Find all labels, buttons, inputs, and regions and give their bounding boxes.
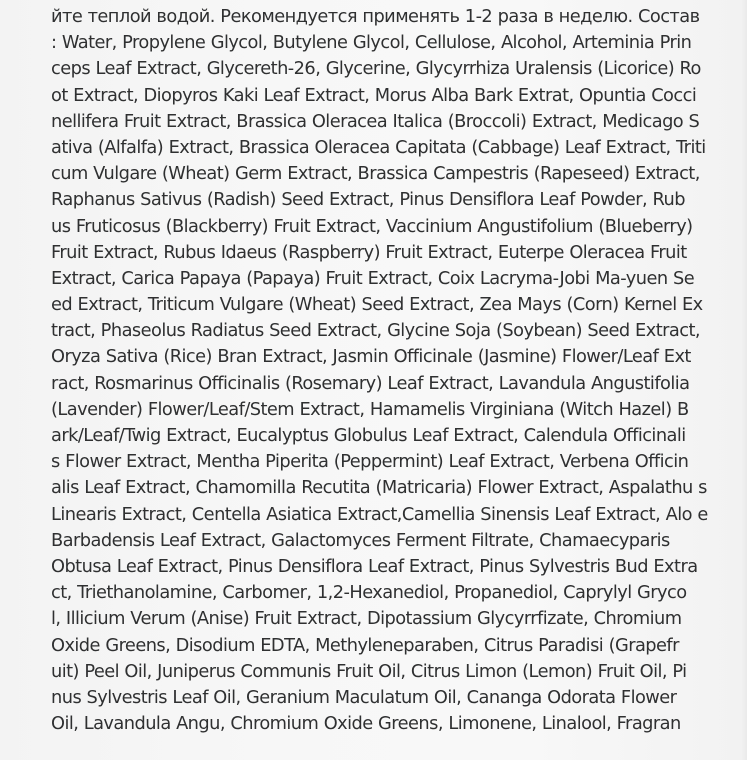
text-line: ceps Leaf Extract, Glycereth-26, Glycerine, Glycyrrhiza Uralensis (Licorice) Ro (51, 58, 701, 80)
text-line: alis Leaf Extract, Chamomilla Recutita (Matricaria) Flower Extract, Aspalathu s (51, 477, 707, 499)
text-line: ark/Leaf/Twig Extract, Eucalyptus Globulus Leaf Extract, Calendula Officinali (51, 425, 686, 446)
text-line: ract, Rosmarinus Officinalis (Rosemary) Leaf Extract, Lavandula Angustifolia (51, 372, 690, 394)
text-line: l, Illicium Verum (Anise) Fruit Extract, Dipotassium Glycyrrfizate, Chromium (51, 608, 682, 630)
text-line: ot Extract, Diopyros Kaki Leaf Extract, Morus Alba Bark Extrat, Opuntia Cocci (51, 84, 697, 106)
text-line: s Flower Extract, Mentha Piperita (Peppermint) Leaf Extract, Verbena Officin (51, 451, 689, 473)
text-line: ativa (Alfalfa) Extract, Brassica Oleracea Capitata (Cabbage) Leaf Extract, Triti (51, 136, 706, 158)
text-line: nellifera Fruit Extract, Brassica Oleracea Italica (Broccoli) Extract, Medicago S (51, 110, 700, 132)
text-line: ct, Triethanolamine, Carbomer, 1,2-Hexanediol, Propanediol, Caprylyl Gryco (51, 582, 687, 604)
text-line: ed Extract, Triticum Vulgare (Wheat) Seed Extract, Zea Mays (Corn) Kernel Ex (51, 294, 703, 316)
text-line: nus Sylvestris Leaf Oil, Geranium Maculatum Oil, Cananga Odorata Flower (51, 686, 677, 708)
text-line: Oryza Sativa (Rice) Bran Extract, Jasmin Officinale (Jasmine) Flower/Leaf Ext (51, 346, 691, 368)
text-line: йте теплой водой. Рекомендуется применять 1-2 раза в неделю. Состав (51, 6, 700, 27)
text-line: Raphanus Sativus (Radish) Seed Extract, Pinus Densiflora Leaf Powder, Rub (51, 189, 685, 211)
text-line: Oxide Greens, Disodium EDTA, Methyleneparaben, Citrus Paradisi (Grapefr (51, 634, 679, 656)
text-line: (Lavender) Flower/Leaf/Stem Extract, Hamamelis Virginiana (Witch Hazel) B (51, 398, 689, 420)
text-line: : Water, Propylene Glycol, Butylene Glycol, Cellulose, Alcohol, Arteminia Prin (51, 32, 692, 54)
text-line: Oil, Lavandula Angu, Chromium Oxide Greens, Limonene, Linalool, Fragran (51, 713, 681, 735)
text-line: Barbadensis Leaf Extract, Galactomyces Ferment Filtrate, Chamaecyparis (51, 529, 670, 551)
text-line: tract, Phaseolus Radiatus Seed Extract, Glycine Soja (Soybean) Seed Extract, (51, 320, 700, 342)
text-line: Linearis Extract, Centella Asiatica Extract,Camellia Sinensis Leaf Extract, Alo e (51, 503, 708, 525)
text-line: uit) Peel Oil, Juniperus Communis Fruit Oil, Citrus Limon (Lemon) Fruit Oil, Pi (51, 660, 687, 682)
text-line: Fruit Extract, Rubus Idaeus (Raspberry) Fruit Extract, Euterpe Oleracea Fruit (51, 241, 687, 263)
text-line: us Fruticosus (Blackberry) Fruit Extract, Vaccinium Angustifolium (Blueberry) (51, 215, 693, 237)
text-line: cum Vulgare (Wheat) Germ Extract, Brassica Campestris (Rapeseed) Extract, (51, 163, 700, 185)
text-line: Extract, Carica Papaya (Papaya) Fruit Extract, Coix Lacryma-Jobi Ma-yuen Se (51, 267, 695, 289)
ingredients-text-block (51, 4, 743, 737)
text-line: Obtusa Leaf Extract, Pinus Densiflora Leaf Extract, Pinus Sylvestris Bud Extra (51, 555, 698, 577)
right-edge-shadow (741, 0, 747, 760)
